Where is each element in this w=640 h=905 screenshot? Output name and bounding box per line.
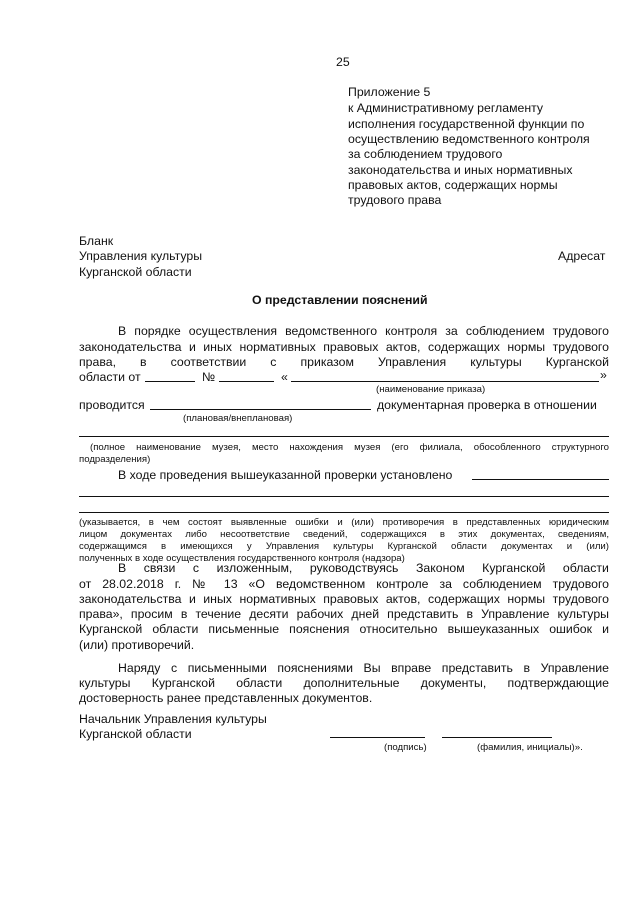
word: руководствуясь xyxy=(309,561,399,575)
caption-museum-line1: (полное наименование музея, место нахождения музея (его филиала, обособленного структурного xyxy=(90,442,609,453)
close-quote: » xyxy=(600,368,607,382)
word: связи xyxy=(143,561,176,575)
para3-line5: Курганской области письменные пояснения относительно вышеуказанных ошибок и xyxy=(79,622,609,636)
word: области xyxy=(562,561,609,575)
word: культуры xyxy=(79,676,131,690)
letterhead-line: Бланк xyxy=(79,234,114,248)
word: Управления xyxy=(378,355,447,369)
order-number-blank xyxy=(219,381,274,382)
word: с xyxy=(270,355,277,369)
para3-line1 xyxy=(118,560,609,577)
para1-line3 xyxy=(79,354,609,371)
word: Курганской xyxy=(545,355,609,369)
page-number: 25 xyxy=(336,55,350,69)
word: дополнительные xyxy=(303,676,400,690)
letterhead-line: Курганской области xyxy=(79,265,192,279)
caption-order-name: (наименование приказа) xyxy=(376,384,486,395)
word: Курганской xyxy=(151,676,215,690)
word: права, xyxy=(79,355,116,369)
document-heading: О представлении пояснений xyxy=(252,293,428,307)
para1-line2: законодательства и иных нормативных правовых актов, содержащих нормы трудового xyxy=(79,340,609,354)
conducted-rest: документарная проверка в отношении xyxy=(377,398,597,412)
caption-findings-line1: (указывается, в чем состоят выявленные ошибки и (или) противоречия в представленных юридическим xyxy=(79,517,609,528)
open-quote: « xyxy=(281,370,288,384)
conducted-label: проводится xyxy=(79,398,145,412)
order-number-label: № xyxy=(202,370,216,384)
findings-blank-3 xyxy=(79,512,609,513)
para1-line1: В порядке осуществления ведомственного контроля за соблюдением трудового xyxy=(118,324,609,338)
para3-line4: права», просим в течение десяти рабочих дней представить в Управление культуры xyxy=(79,607,609,621)
para2-line1: В ходе проведения вышеуказанной проверки установлено xyxy=(118,468,453,482)
word: документы, xyxy=(420,676,487,690)
appendix-line: за соблюдением трудового xyxy=(348,147,503,161)
word: приказом xyxy=(300,355,354,369)
findings-blank xyxy=(472,479,609,480)
signatory-org: Курганской области xyxy=(79,727,192,741)
signatory-title: Начальник Управления культуры xyxy=(79,712,267,726)
order-date-label: области от xyxy=(79,370,141,384)
name-blank xyxy=(442,737,552,738)
para3-line2: от 28.02.2018 г. № 13 «О ведомственном контроле за соблюдением трудового xyxy=(79,577,609,591)
appendix-line: трудового права xyxy=(348,193,442,207)
museum-name-blank xyxy=(79,436,609,437)
caption-museum-line2: подразделения) xyxy=(79,454,151,465)
appendix-line: исполнения государственной функции по xyxy=(348,117,585,131)
appendix-line: осуществлению ведомственного контроля xyxy=(348,132,590,146)
caption-inspection-type: (плановая/внеплановая) xyxy=(183,413,293,424)
caption-signature: (подпись) xyxy=(384,742,427,753)
para3-line6: (или) противоречий. xyxy=(79,638,195,652)
caption-findings-line2: лицом документах либо несоответствие сведений, содержащихся в этих документах, сведениям, xyxy=(79,529,609,540)
caption-findings-line4: полученных в ходе осуществления государственного контроля (надзора) xyxy=(79,553,405,564)
word: в xyxy=(140,355,147,369)
word: Законом xyxy=(415,561,465,575)
appendix-line: правовых актов, содержащих нормы xyxy=(348,178,558,192)
appendix-line: законодательства и иных нормативных xyxy=(348,163,573,177)
word: соответствии xyxy=(170,355,247,369)
word: изложенным, xyxy=(216,561,293,575)
findings-blank-2 xyxy=(79,496,609,497)
caption-name: (фамилия, инициалы)». xyxy=(477,742,583,753)
caption-findings-line3: содержащимся в имеющихся у Управления культуры Курганской области документах и (или) xyxy=(79,541,609,552)
para4-line3: достоверность ранее представленных документов. xyxy=(79,691,373,705)
word: Курганской xyxy=(482,561,546,575)
addressee: Адресат xyxy=(558,249,606,263)
inspection-type-blank xyxy=(150,409,371,410)
word: подтверждающие xyxy=(507,676,609,690)
signature-blank xyxy=(330,737,425,738)
appendix-line: к Административному регламенту xyxy=(348,101,544,115)
word: с xyxy=(192,561,200,575)
word: культуры xyxy=(470,355,522,369)
order-name-blank xyxy=(291,381,599,382)
para4-line1: Наряду с письменными пояснениями Вы вправе представить в Управление xyxy=(118,661,609,675)
appendix-title: Приложение 5 xyxy=(348,85,431,99)
word: области xyxy=(236,676,283,690)
letterhead-line: Управления культуры xyxy=(79,249,203,263)
word: В xyxy=(118,561,127,575)
order-date-blank xyxy=(145,381,195,382)
para3-line3: законодательства и иных нормативных правовых актов, содержащих нормы трудового xyxy=(79,592,609,606)
